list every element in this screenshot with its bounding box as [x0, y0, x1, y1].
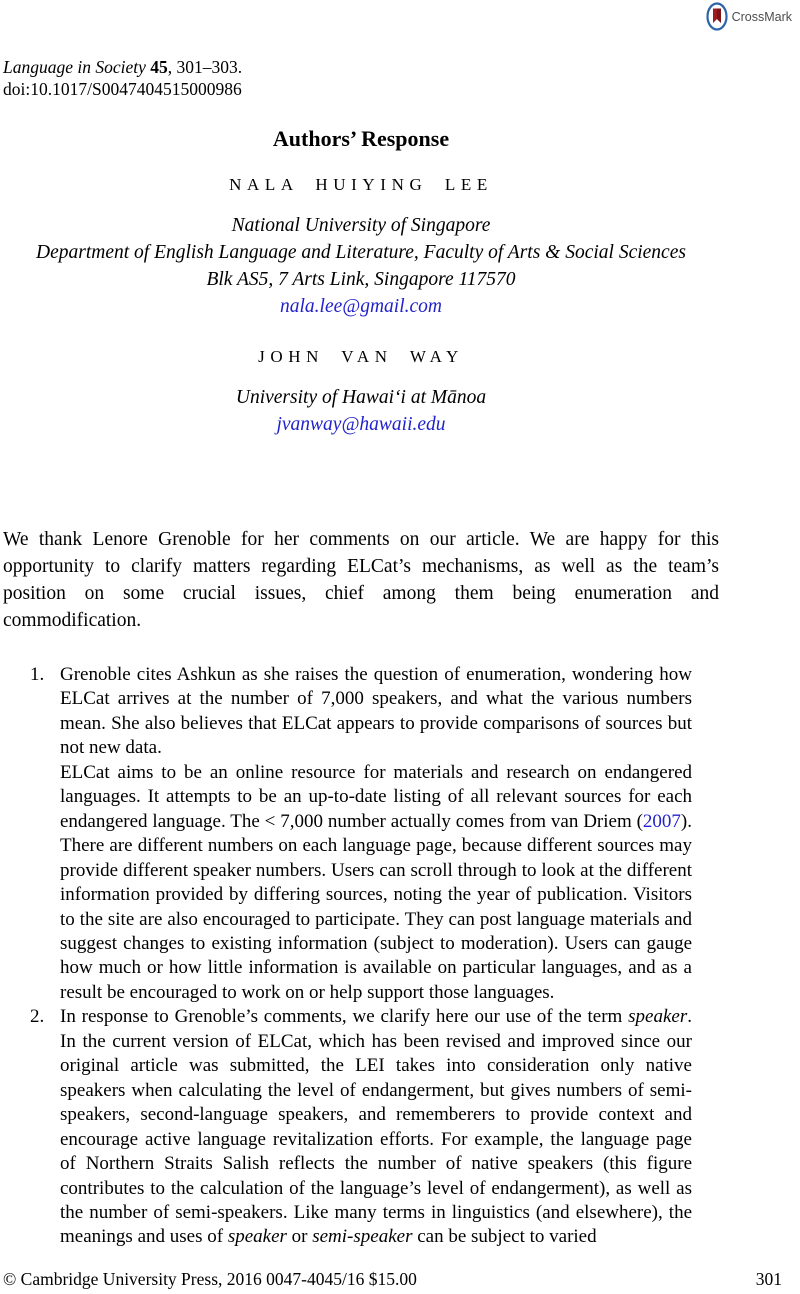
author-1-affiliations — [0, 212, 722, 293]
affiliation-line: University of Hawaiʻi at Mānoa — [235, 387, 487, 408]
affiliation-line: Department of English Language and Literature, Faculty of Arts & Social Sciences — [36, 242, 686, 263]
bold-text: 45 — [145, 57, 168, 77]
author-name-1: NALA HUIYING LEE — [229, 175, 493, 194]
italic-term: Language in Society — [3, 57, 146, 77]
front-matter — [0, 126, 722, 465]
author-2-affiliations — [0, 384, 722, 411]
italic-term: semi-speaker — [312, 1226, 413, 1248]
text-segment: Grenoble cites Ashkun as she raises the question of enumeration, wondering how ELCat arrives at the number of 7,000 speakers, and what the various numbers mean. She also believes that ELCat appears to provide comparisons of sources but not new data. — [60, 664, 692, 759]
text-segment: ). There are different numbers on each language page, because different sources may provide different speaker numbers. Users can scroll through to look at the different information provided by differing sources, noting the year of publication. Visitors to the site are also encouraged to participate. They can post language materials and suggest changes to existing information (subject to moderation). Users can gauge how much or how little information is available on particular languages, and as a result be encouraged to work on or help support those languages. — [60, 810, 692, 1003]
text-segment: or — [286, 1226, 313, 1248]
paragraph — [60, 761, 692, 1006]
text-segment: can be subject to varied — [412, 1226, 597, 1248]
list-item-1 — [0, 663, 692, 1005]
crossmark-label: CrossMark — [731, 9, 792, 24]
italic-term: speaker — [227, 1226, 287, 1248]
doi: doi:10.1017/S0047404515000986 — [3, 79, 242, 99]
crossmark-badge[interactable] — [706, 2, 792, 31]
author-2-email-link[interactable]: jvanway@hawaii.edu — [276, 414, 446, 435]
numbered-list — [0, 663, 722, 1250]
list-item-1-body — [60, 663, 692, 1005]
page-footer — [3, 1269, 782, 1290]
article-title: Authors’ Response — [272, 126, 450, 151]
paragraph — [60, 663, 692, 761]
list-item-2 — [0, 1005, 692, 1250]
text-segment: . In the current version of ELCat, which has been revised and improved since our original article was submitted, the LEI takes into consideration only native speakers when calculating the level of endangerment, but gives numbers of semi-speakers, second-language speakers, and rememberers to provide context and encourage active language revitalization efforts. For example, the language page of Northern Straits Salish reflects the number of native speakers (this figure contributes to the calculation of the language’s level of endangerment), as well as the number of semi-speakers. Like many terms in linguistics (and elsewhere), the meanings and uses of — [60, 1006, 692, 1248]
text-segment: In response to Grenoble’s comments, we clarify here our use of the term — [60, 1006, 629, 1028]
affiliation-line: Blk AS5, 7 Arts Link, Singapore 117570 — [206, 269, 516, 290]
crossmark-icon — [706, 2, 728, 31]
paragraph — [60, 1005, 692, 1250]
journal-citation — [3, 56, 242, 78]
text-segment: ELCat aims to be an online resource for materials and research on endangered languages. It attempts to be an up-to-date listing of all relevant sources for each endangered language. The < 7,000 number actually comes from van Driem ( — [60, 761, 692, 832]
author-1-email-link[interactable]: nala.lee@gmail.com — [280, 296, 442, 317]
author-name-2: JOHN VAN WAY — [258, 347, 464, 366]
list-item-1-number: 1. — [30, 664, 45, 685]
list-item-2-body — [60, 1005, 692, 1250]
italic-term: speaker — [628, 1006, 688, 1028]
text-segment: , 301–303. — [167, 57, 243, 77]
copyright-line: © Cambridge University Press, 2016 0047-4045/16 $15.00 — [3, 1269, 417, 1289]
citation-link[interactable]: 2007 — [642, 810, 681, 832]
journal-header — [3, 56, 242, 100]
affiliation-line: National University of Singapore — [231, 215, 491, 236]
intro-paragraph: We thank Lenore Grenoble for her comments on our article. We are happy for this opportunity to clarify matters regarding ELCat’s mechanisms, as well as the team’s position on some crucial issues, chief among them being enumeration and commodification. — [3, 528, 719, 632]
page-number: 301 — [755, 1269, 782, 1289]
list-item-2-number: 2. — [30, 1006, 45, 1028]
